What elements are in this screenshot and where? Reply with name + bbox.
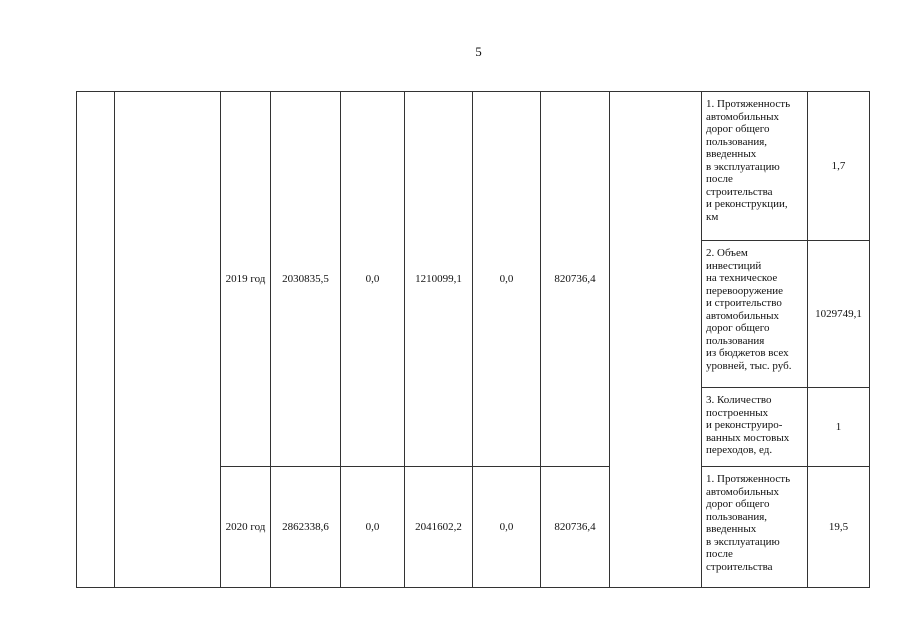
program-table xyxy=(76,91,870,588)
total-cell: 2862338,6 xyxy=(271,467,341,588)
year-cell: 2020 год xyxy=(221,467,271,588)
funding-a-cell: 0,0 xyxy=(341,92,405,467)
indicator-name: 2. Объем инвестиций на техническое перевооружение и строительство автомобильных дорог общего пользования из бюджетов всех уровней, тыс. руб. xyxy=(702,241,808,388)
indicator-name: 3. Количество построенных и реконструиро- ванных мостовых переходов, ед. xyxy=(702,388,808,467)
name-cell xyxy=(115,92,221,588)
funding-b-cell: 2041602,2 xyxy=(405,467,473,588)
indicator-name: 1. Протяженность автомобильных дорог общего пользования, введенных в эксплуатацию после строительства xyxy=(702,467,808,588)
total-cell: 2030835,5 xyxy=(271,92,341,467)
funding-a-cell: 0,0 xyxy=(341,467,405,588)
indicator-value: 1029749,1 xyxy=(808,241,870,388)
indicator-value: 1 xyxy=(808,388,870,467)
empty-cell xyxy=(610,92,702,588)
funding-b-cell: 1210099,1 xyxy=(405,92,473,467)
number-cell xyxy=(77,92,115,588)
table-row xyxy=(77,92,870,241)
funding-d-cell: 820736,4 xyxy=(541,467,610,588)
indicator-value: 19,5 xyxy=(808,467,870,588)
page-number: 5 xyxy=(475,44,482,59)
funding-d-cell: 820736,4 xyxy=(541,92,610,467)
indicator-value: 1,7 xyxy=(808,92,870,241)
funding-c-cell: 0,0 xyxy=(473,467,541,588)
indicator-name: 1. Протяженность автомобильных дорог общего пользования, введенных в эксплуатацию после строительства и реконструкции, км xyxy=(702,92,808,241)
year-cell: 2019 год xyxy=(221,92,271,467)
funding-c-cell: 0,0 xyxy=(473,92,541,467)
